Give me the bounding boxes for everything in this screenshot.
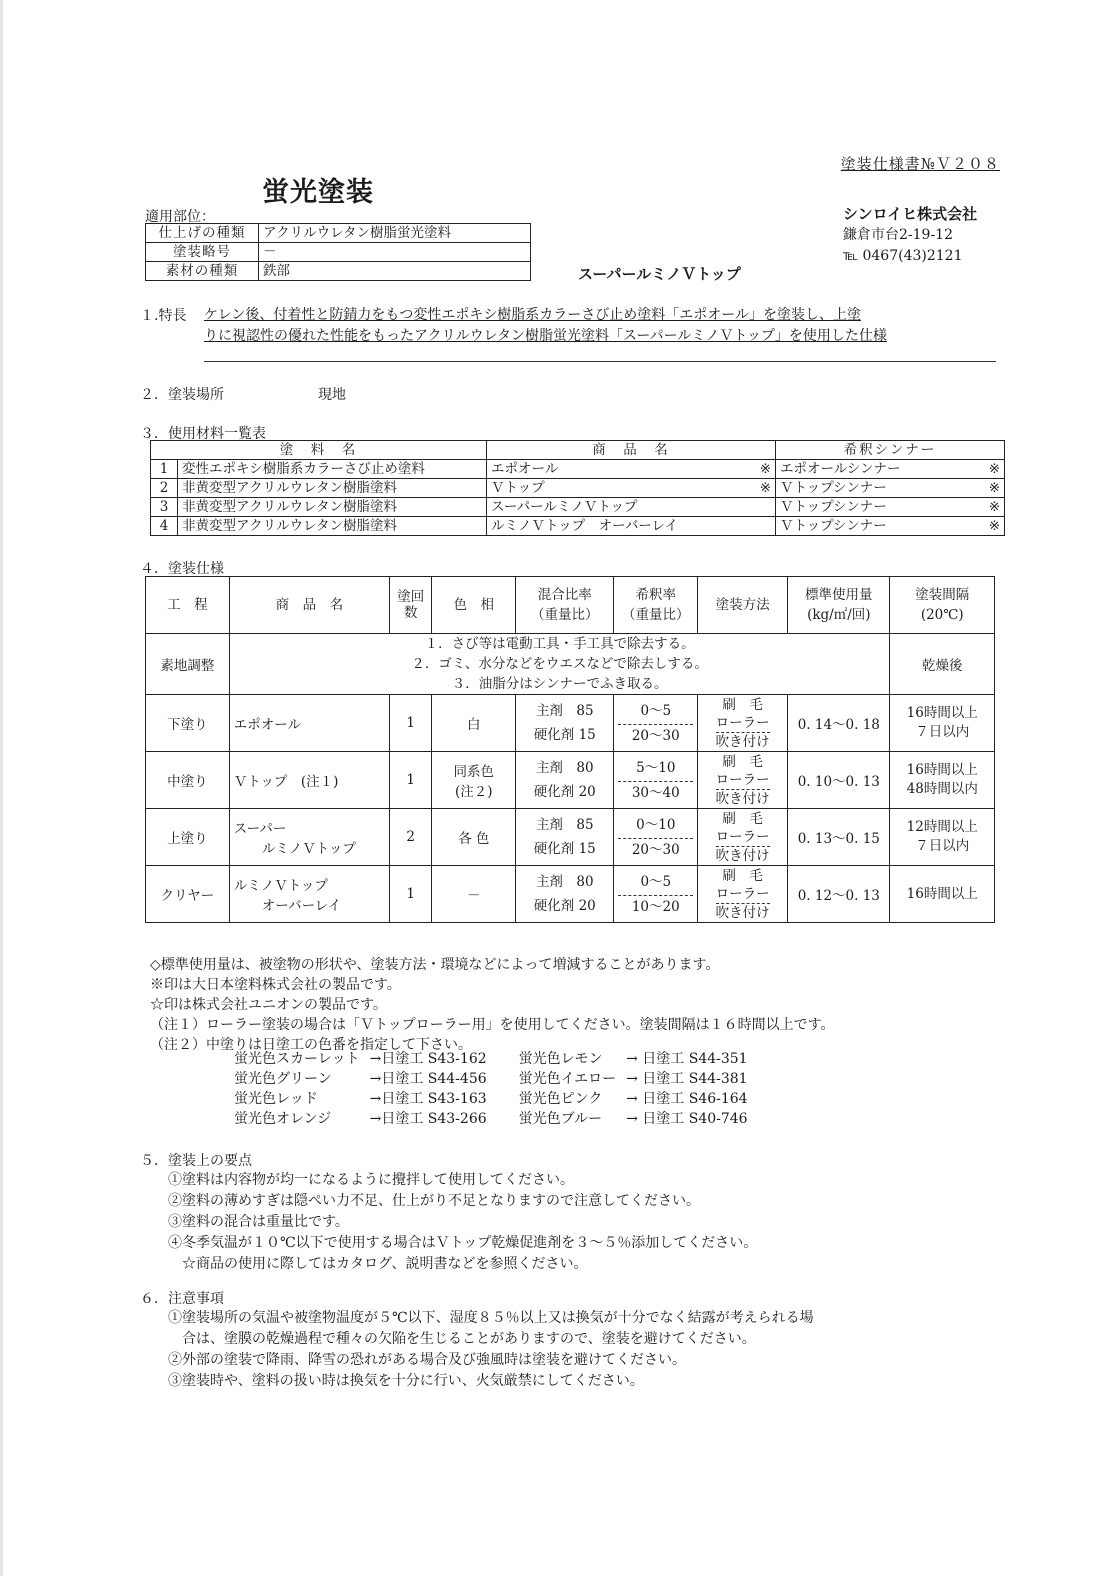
header-method: 塗装方法 <box>698 577 788 634</box>
spec-number: 塗装仕様書№Ｖ２０８ <box>840 155 1000 173</box>
color-name: 蛍光色ピンク <box>518 1091 603 1107</box>
section1-heading: １.特長 <box>140 308 187 324</box>
note-line: ☆印は株式会社ユニオンの製品です。 <box>150 997 387 1013</box>
page-edge <box>0 0 3 1576</box>
color-note: (注２) <box>455 784 493 800</box>
section1-line: ケレン後、付着性と防錆力をもつ変性エポキシ樹脂系カラーさび止め塗料「エポオール」を塗装し、上塗 <box>204 307 861 323</box>
application-value: アクリルウレタン樹脂蛍光塗料 <box>259 224 531 243</box>
section3-heading: ３．使用材料一覧表 <box>140 426 266 442</box>
table-row <box>151 479 1005 498</box>
maker-mark: ※ <box>759 461 771 477</box>
paint-name: 変性エポキシ樹脂系カラーさび止め塗料 <box>178 460 487 479</box>
table-row <box>151 460 1005 479</box>
section4-heading: ４．塗装仕様 <box>140 561 224 577</box>
application-value: 鉄部 <box>259 262 531 281</box>
maker-mark: ※ <box>988 461 1000 477</box>
prep-item: ２．ゴミ、水分などをウエスなどで除去しする。 <box>411 656 708 672</box>
mix-main: 主剤 80 <box>535 760 594 776</box>
usage-value: 0. 10～0. 13 <box>788 752 890 809</box>
product-name: ルミノＶトップ <box>233 878 328 894</box>
list-item: ③塗料の混合は重量比です。 <box>168 1214 349 1230</box>
company-block <box>843 204 977 267</box>
prep-item: １．さび等は電動工具・手工具で除去する。 <box>424 636 695 652</box>
color-code: →日塗工 S43-163 <box>369 1091 487 1107</box>
list-item <box>234 1089 758 1109</box>
list-item: 合は、塗膜の乾燥過程で種々の欠陥を生じることがありますので、塗装を避けてください。 <box>168 1331 756 1347</box>
header-coats: 塗回数 <box>390 577 432 634</box>
process-name: 素地調整 <box>146 634 230 695</box>
dilution-spray: 10～20 <box>631 898 680 915</box>
table-row <box>146 634 995 695</box>
product-name: ルミノＶトップ オーバーレイ <box>491 518 678 534</box>
paint-name: 非黄変型アクリルウレタン樹脂塗料 <box>178 517 487 536</box>
header-interval: 塗装間隔 <box>915 587 970 603</box>
mix-hardener: 硬化剤 20 <box>533 898 596 914</box>
paint-name: 非黄変型アクリルウレタン樹脂塗料 <box>178 498 487 517</box>
mix-main: 主剤 85 <box>535 817 594 833</box>
product-name: エポオール <box>233 717 301 733</box>
interval-min: 12時間以上 <box>906 819 978 835</box>
divider <box>204 361 996 362</box>
dilution-spray: 20～30 <box>631 727 680 744</box>
application-value: － <box>259 243 531 262</box>
header-product: 商 品 名 <box>229 577 389 634</box>
list-item: ☆商品の使用に際してはカタログ、説明書などを参照ください。 <box>168 1256 588 1272</box>
row-number: 4 <box>151 517 178 536</box>
product-name: Ｖトップ <box>491 480 545 496</box>
method-spray: 吹き付け <box>715 790 770 807</box>
section1-body <box>204 305 1016 347</box>
usage-value: 0. 14～0. 18 <box>788 695 890 752</box>
list-item: ②外部の塗装で降雨、降雪の恐れがある場合及び強風時は塗装を避けてください。 <box>168 1352 686 1368</box>
method-spray: 吹き付け <box>715 847 770 864</box>
method-roller: ローラー <box>715 885 770 902</box>
header-interval-unit: (20℃) <box>920 607 964 623</box>
materials-table <box>150 440 1005 536</box>
section6-heading: ６．注意事項 <box>140 1291 224 1307</box>
table-row <box>151 498 1005 517</box>
application-key: 素材の種類 <box>146 262 259 281</box>
interval-min: 16時間以上 <box>906 762 978 778</box>
mix-main: 主剤 80 <box>535 874 594 890</box>
maker-mark: ※ <box>759 480 771 496</box>
color-code: → 日塗工 S44-351 <box>626 1051 748 1067</box>
color-code-list <box>234 1049 758 1129</box>
section2-heading: ２．塗装場所 <box>140 387 224 403</box>
dilution-brush-roller: 0～5 <box>618 871 693 896</box>
interval-max: ７日以内 <box>915 724 970 740</box>
color-code: →日塗工 S44-456 <box>369 1071 487 1087</box>
product-name-cont: ルミノＶトップ <box>261 841 356 857</box>
thinner-name: Ｖトップシンナー <box>780 518 887 534</box>
interval-min: 16時間以上 <box>906 885 978 902</box>
color-name: 蛍光色ブルー <box>518 1111 603 1127</box>
method-brush: 刷 毛 <box>722 810 763 827</box>
application-label: 適用部位： <box>145 209 215 225</box>
section6-list <box>168 1308 814 1392</box>
note-line: （注２）中塗りは日塗工の色番を指定して下さい。 <box>150 1037 472 1053</box>
dilution-spray: 20～30 <box>631 841 680 858</box>
section5-list <box>168 1170 757 1275</box>
list-item <box>234 1049 758 1069</box>
document-title: 蛍光塗装 <box>262 177 374 208</box>
application-key: 仕上げの種類 <box>146 224 259 243</box>
coats-value: 1 <box>390 866 432 923</box>
product-name-cont: オーバーレイ <box>261 898 342 914</box>
mix-hardener: 硬化剤 15 <box>533 841 596 857</box>
table-row <box>146 243 531 262</box>
table-header-row <box>146 577 995 634</box>
table-row <box>146 752 995 809</box>
color-value: 白 <box>467 717 481 733</box>
color-value: － <box>467 888 481 904</box>
color-name: 蛍光色グリーン <box>234 1071 332 1087</box>
dilution-spray: 30～40 <box>631 784 680 801</box>
header-process: 工 程 <box>146 577 230 634</box>
color-code: → 日塗工 S44-381 <box>626 1071 748 1087</box>
mix-hardener: 硬化剤 15 <box>533 727 596 743</box>
maker-mark: ※ <box>988 499 1000 515</box>
mix-hardener: 硬化剤 20 <box>533 784 596 800</box>
row-number: 1 <box>151 460 178 479</box>
mix-main: 主剤 85 <box>535 703 594 719</box>
header-dilution-unit: （重量比） <box>622 607 690 623</box>
row-number: 2 <box>151 479 178 498</box>
process-name: クリヤー <box>146 866 230 923</box>
note-line: （注１）ローラー塗装の場合は「Ｖトップローラー用」を使用してください。塗装間隔は１６時間以上です。 <box>150 1017 835 1033</box>
table-row <box>146 224 531 243</box>
application-table <box>145 223 531 281</box>
section5-heading: ５．塗装上の要点 <box>140 1153 252 1169</box>
notes-block <box>150 955 834 1055</box>
header-mix-unit: （重量比） <box>531 607 599 623</box>
header-thinner: 希釈シンナー <box>776 441 1005 460</box>
interval-value: 乾燥後 <box>890 634 995 695</box>
method-brush: 刷 毛 <box>722 753 763 770</box>
method-roller: ローラー <box>715 714 770 731</box>
list-item: ①塗装場所の気温や被塗物温度が５℃以下、湿度８５％以上又は換気が十分でなく結露が考えられる場 <box>168 1310 814 1326</box>
usage-value: 0. 12～0. 13 <box>788 866 890 923</box>
list-item: ③塗装時や、塗料の扱い時は換気を十分に行い、火気厳禁にしてください。 <box>168 1373 644 1389</box>
color-name: 蛍光色スカーレット <box>234 1051 360 1067</box>
header-usage-unit: (kg/㎡/回) <box>807 607 871 623</box>
dilution-brush-roller: 0～5 <box>618 700 693 725</box>
color-name: 蛍光色レッド <box>234 1091 318 1107</box>
list-item: ②塗料の薄めすぎは隠ぺい力不足、仕上がり不足となりますので注意してください。 <box>168 1193 700 1209</box>
company-name: シンロイヒ株式会社 <box>843 205 978 223</box>
paint-name: 非黄変型アクリルウレタン樹脂塗料 <box>178 479 487 498</box>
company-tel: ℡ 0467(43)2121 <box>843 248 963 264</box>
header-paint: 塗 料 名 <box>151 441 487 460</box>
product-heading: スーパールミノＶトップ <box>578 265 741 283</box>
dilution-brush-roller: 0～10 <box>618 814 693 839</box>
thinner-name: Ｖトップシンナー <box>780 480 887 496</box>
note-line: ※印は大日本塗料株式会社の製品です。 <box>150 977 401 993</box>
color-name: 蛍光色イエロー <box>518 1071 617 1087</box>
color-code: →日塗工 S43-266 <box>369 1111 487 1127</box>
header-dilution: 希釈率 <box>635 587 677 603</box>
usage-value: 0. 13～0. 15 <box>788 809 890 866</box>
color-name: 蛍光色レモン <box>518 1051 603 1067</box>
color-value: 同系色 <box>453 764 495 780</box>
row-number: 3 <box>151 498 178 517</box>
process-name: 下塗り <box>146 695 230 752</box>
company-address: 鎌倉市台2-19-12 <box>843 227 953 243</box>
method-roller: ローラー <box>715 828 770 845</box>
table-row <box>146 262 531 281</box>
product-name: Ｖトップ (注１) <box>233 774 339 790</box>
list-item <box>234 1069 758 1089</box>
method-spray: 吹き付け <box>715 904 770 921</box>
product-name: スーパールミノＶトップ <box>491 499 638 515</box>
list-item: ④冬季気温が１０℃以下で使用する場合はＶトップ乾燥促進剤を３～５％添加してください。 <box>168 1235 758 1251</box>
list-item <box>234 1109 758 1129</box>
color-code: → 日塗工 S40-746 <box>626 1111 748 1127</box>
method-spray: 吹き付け <box>715 733 770 750</box>
coating-spec-table <box>145 576 995 923</box>
header-usage: 標準使用量 <box>805 587 873 603</box>
color-value: 各 色 <box>458 831 490 847</box>
table-row <box>146 695 995 752</box>
method-brush: 刷 毛 <box>722 696 763 713</box>
table-row <box>146 866 995 923</box>
coats-value: 1 <box>390 695 432 752</box>
section1-line: りに視認性の優れた性能をもったアクリルウレタン樹脂蛍光塗料「スーパールミノＶトップ」を使用した仕様 <box>204 328 887 344</box>
color-code: →日塗工 S43-162 <box>369 1051 487 1067</box>
table-row <box>151 517 1005 536</box>
application-key: 塗装略号 <box>146 243 259 262</box>
product-name: エポオール <box>491 461 559 477</box>
header-color: 色 相 <box>432 577 516 634</box>
thinner-name: エポオールシンナー <box>780 461 901 477</box>
interval-max: 48時間以内 <box>906 781 978 797</box>
note-line: ◇標準使用量は、被塗物の形状や、塗装方法・環境などによって増減することがあります。 <box>150 957 720 973</box>
maker-mark: ※ <box>988 518 1000 534</box>
method-roller: ローラー <box>715 771 770 788</box>
coats-value: 1 <box>390 752 432 809</box>
product-name: スーパー <box>233 821 287 837</box>
color-name: 蛍光色オレンジ <box>234 1111 332 1127</box>
coats-value: 2 <box>390 809 432 866</box>
thinner-name: Ｖトップシンナー <box>780 499 887 515</box>
dilution-brush-roller: 5～10 <box>618 757 693 782</box>
interval-max: ７日以内 <box>915 838 970 854</box>
header-product: 商 品 名 <box>487 441 776 460</box>
list-item: ①塗料は内容物が均一になるように攪拌して使用してください。 <box>168 1172 574 1188</box>
table-header-row <box>151 441 1005 460</box>
header-mix: 混合比率 <box>537 587 592 603</box>
maker-mark: ※ <box>988 480 1000 496</box>
section2-value: 現地 <box>318 387 346 403</box>
color-code: → 日塗工 S46-164 <box>626 1091 748 1107</box>
prep-item: ３．油脂分はシンナーでふき取る。 <box>451 676 668 692</box>
interval-min: 16時間以上 <box>906 705 978 721</box>
method-brush: 刷 毛 <box>722 867 763 884</box>
process-name: 中塗り <box>146 752 230 809</box>
table-row <box>146 809 995 866</box>
process-name: 上塗り <box>146 809 230 866</box>
